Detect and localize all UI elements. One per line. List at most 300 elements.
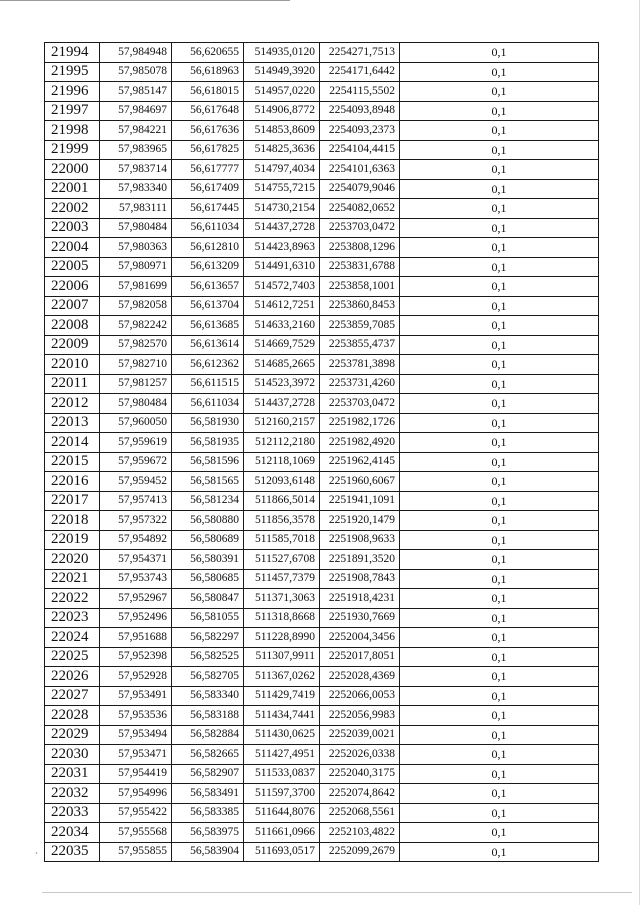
longitude-cell: 56,583188 <box>172 706 244 726</box>
x-coordinate-cell: 514957,0220 <box>244 82 320 102</box>
latitude-cell: 57,982710 <box>100 355 172 375</box>
x-coordinate-cell: 511457,7379 <box>244 569 320 589</box>
x-coordinate-cell: 514906,8772 <box>244 101 320 121</box>
x-coordinate-cell: 514633,2160 <box>244 316 320 336</box>
table-row <box>45 316 599 336</box>
accuracy-cell: 0,1 <box>400 413 599 433</box>
longitude-cell: 56,617445 <box>172 199 244 219</box>
longitude-cell: 56,583975 <box>172 823 244 843</box>
coordinates-table-container <box>44 42 599 862</box>
latitude-cell: 57,952398 <box>100 647 172 667</box>
table-row <box>45 43 599 63</box>
latitude-cell: 57,955568 <box>100 823 172 843</box>
y-coordinate-cell: 2253860,8453 <box>320 296 400 316</box>
longitude-cell: 56,583340 <box>172 686 244 706</box>
x-coordinate-cell: 511430,0625 <box>244 725 320 745</box>
accuracy-cell: 0,1 <box>400 842 599 862</box>
accuracy-cell: 0,1 <box>400 433 599 453</box>
point-number-cell: 22024 <box>45 628 100 648</box>
latitude-cell: 57,984221 <box>100 121 172 141</box>
x-coordinate-cell: 512093,6148 <box>244 472 320 492</box>
y-coordinate-cell: 2251918,4231 <box>320 589 400 609</box>
table-row <box>45 140 599 160</box>
x-coordinate-cell: 512112,2180 <box>244 433 320 453</box>
longitude-cell: 56,611515 <box>172 374 244 394</box>
x-coordinate-cell: 511533,0837 <box>244 764 320 784</box>
point-number-cell: 22034 <box>45 823 100 843</box>
latitude-cell: 57,953491 <box>100 686 172 706</box>
longitude-cell: 56,612362 <box>172 355 244 375</box>
y-coordinate-cell: 2254171,6442 <box>320 62 400 82</box>
y-coordinate-cell: 2252074,8642 <box>320 784 400 804</box>
x-coordinate-cell: 514523,3972 <box>244 374 320 394</box>
longitude-cell: 56,617409 <box>172 179 244 199</box>
latitude-cell: 57,954419 <box>100 764 172 784</box>
accuracy-cell: 0,1 <box>400 725 599 745</box>
accuracy-cell: 0,1 <box>400 179 599 199</box>
latitude-cell: 57,960050 <box>100 413 172 433</box>
latitude-cell: 57,954996 <box>100 784 172 804</box>
table-row <box>45 764 599 784</box>
accuracy-cell: 0,1 <box>400 511 599 531</box>
accuracy-cell: 0,1 <box>400 160 599 180</box>
y-coordinate-cell: 2253831,6788 <box>320 257 400 277</box>
x-coordinate-cell: 514612,7251 <box>244 296 320 316</box>
x-coordinate-cell: 511434,7441 <box>244 706 320 726</box>
point-number-cell: 22012 <box>45 394 100 414</box>
y-coordinate-cell: 2253855,4737 <box>320 335 400 355</box>
y-coordinate-cell: 2251941,1091 <box>320 491 400 511</box>
x-coordinate-cell: 511866,5014 <box>244 491 320 511</box>
y-coordinate-cell: 2253858,1001 <box>320 277 400 297</box>
latitude-cell: 57,953471 <box>100 745 172 765</box>
x-coordinate-cell: 514730,2154 <box>244 199 320 219</box>
point-number-cell: 22008 <box>45 316 100 336</box>
latitude-cell: 57,981257 <box>100 374 172 394</box>
latitude-cell: 57,985078 <box>100 62 172 82</box>
y-coordinate-cell: 2254115,5502 <box>320 82 400 102</box>
y-coordinate-cell: 2252017,8051 <box>320 647 400 667</box>
table-row <box>45 569 599 589</box>
x-coordinate-cell: 511644,8076 <box>244 803 320 823</box>
y-coordinate-cell: 2251920,1479 <box>320 511 400 531</box>
latitude-cell: 57,959619 <box>100 433 172 453</box>
point-number-cell: 22032 <box>45 784 100 804</box>
point-number-cell: 22003 <box>45 218 100 238</box>
accuracy-cell: 0,1 <box>400 628 599 648</box>
x-coordinate-cell: 514853,8609 <box>244 121 320 141</box>
longitude-cell: 56,581055 <box>172 608 244 628</box>
y-coordinate-cell: 2253781,3898 <box>320 355 400 375</box>
table-row <box>45 199 599 219</box>
accuracy-cell: 0,1 <box>400 355 599 375</box>
table-row <box>45 784 599 804</box>
x-coordinate-cell: 514572,7403 <box>244 277 320 297</box>
point-number-cell: 21997 <box>45 101 100 121</box>
latitude-cell: 57,985147 <box>100 82 172 102</box>
latitude-cell: 57,952928 <box>100 667 172 687</box>
point-number-cell: 22033 <box>45 803 100 823</box>
latitude-cell: 57,954371 <box>100 550 172 570</box>
point-number-cell: 21998 <box>45 121 100 141</box>
y-coordinate-cell: 2252039,0021 <box>320 725 400 745</box>
point-number-cell: 22025 <box>45 647 100 667</box>
accuracy-cell: 0,1 <box>400 608 599 628</box>
y-coordinate-cell: 2254082,0652 <box>320 199 400 219</box>
x-coordinate-cell: 512118,1069 <box>244 452 320 472</box>
y-coordinate-cell: 2254093,2373 <box>320 121 400 141</box>
table-row <box>45 491 599 511</box>
point-number-cell: 22006 <box>45 277 100 297</box>
accuracy-cell: 0,1 <box>400 277 599 297</box>
y-coordinate-cell: 2251908,7843 <box>320 569 400 589</box>
point-number-cell: 21999 <box>45 140 100 160</box>
y-coordinate-cell: 2252026,0338 <box>320 745 400 765</box>
accuracy-cell: 0,1 <box>400 569 599 589</box>
table-row <box>45 238 599 258</box>
longitude-cell: 56,580685 <box>172 569 244 589</box>
point-number-cell: 22011 <box>45 374 100 394</box>
point-number-cell: 22009 <box>45 335 100 355</box>
accuracy-cell: 0,1 <box>400 550 599 570</box>
latitude-cell: 57,980971 <box>100 257 172 277</box>
latitude-cell: 57,953743 <box>100 569 172 589</box>
table-row <box>45 413 599 433</box>
point-number-cell: 22014 <box>45 433 100 453</box>
accuracy-cell: 0,1 <box>400 316 599 336</box>
x-coordinate-cell: 511585,7018 <box>244 530 320 550</box>
latitude-cell: 57,954892 <box>100 530 172 550</box>
y-coordinate-cell: 2252040,3175 <box>320 764 400 784</box>
point-number-cell: 22015 <box>45 452 100 472</box>
accuracy-cell: 0,1 <box>400 296 599 316</box>
y-coordinate-cell: 2253859,7085 <box>320 316 400 336</box>
longitude-cell: 56,618963 <box>172 62 244 82</box>
longitude-cell: 56,582884 <box>172 725 244 745</box>
longitude-cell: 56,613685 <box>172 316 244 336</box>
point-number-cell: 22022 <box>45 589 100 609</box>
table-row <box>45 686 599 706</box>
latitude-cell: 57,982570 <box>100 335 172 355</box>
point-number-cell: 22029 <box>45 725 100 745</box>
longitude-cell: 56,582907 <box>172 764 244 784</box>
latitude-cell: 57,984697 <box>100 101 172 121</box>
point-number-cell: 21994 <box>45 43 100 63</box>
longitude-cell: 56,583385 <box>172 803 244 823</box>
longitude-cell: 56,581596 <box>172 452 244 472</box>
accuracy-cell: 0,1 <box>400 803 599 823</box>
latitude-cell: 57,952967 <box>100 589 172 609</box>
table-row <box>45 355 599 375</box>
latitude-cell: 57,953536 <box>100 706 172 726</box>
longitude-cell: 56,613614 <box>172 335 244 355</box>
y-coordinate-cell: 2253703,0472 <box>320 218 400 238</box>
latitude-cell: 57,980363 <box>100 238 172 258</box>
longitude-cell: 56,618015 <box>172 82 244 102</box>
longitude-cell: 56,580391 <box>172 550 244 570</box>
latitude-cell: 57,955855 <box>100 842 172 862</box>
y-coordinate-cell: 2253808,1296 <box>320 238 400 258</box>
y-coordinate-cell: 2253731,4260 <box>320 374 400 394</box>
x-coordinate-cell: 514755,7215 <box>244 179 320 199</box>
page-bottom-rule <box>42 892 632 893</box>
y-coordinate-cell: 2251930,7669 <box>320 608 400 628</box>
point-number-cell: 22016 <box>45 472 100 492</box>
point-number-cell: 22023 <box>45 608 100 628</box>
x-coordinate-cell: 514935,0120 <box>244 43 320 63</box>
accuracy-cell: 0,1 <box>400 335 599 355</box>
y-coordinate-cell: 2252099,2679 <box>320 842 400 862</box>
table-row <box>45 803 599 823</box>
point-number-cell: 22013 <box>45 413 100 433</box>
table-row <box>45 62 599 82</box>
point-number-cell: 22017 <box>45 491 100 511</box>
latitude-cell: 57,957413 <box>100 491 172 511</box>
latitude-cell: 57,955422 <box>100 803 172 823</box>
table-row <box>45 452 599 472</box>
point-number-cell: 22026 <box>45 667 100 687</box>
x-coordinate-cell: 514949,3920 <box>244 62 320 82</box>
accuracy-cell: 0,1 <box>400 257 599 277</box>
accuracy-cell: 0,1 <box>400 667 599 687</box>
x-coordinate-cell: 514437,2728 <box>244 218 320 238</box>
accuracy-cell: 0,1 <box>400 218 599 238</box>
accuracy-cell: 0,1 <box>400 686 599 706</box>
latitude-cell: 57,957322 <box>100 511 172 531</box>
accuracy-cell: 0,1 <box>400 745 599 765</box>
y-coordinate-cell: 2254104,4415 <box>320 140 400 160</box>
accuracy-cell: 0,1 <box>400 121 599 141</box>
table-row <box>45 608 599 628</box>
latitude-cell: 57,951688 <box>100 628 172 648</box>
point-number-cell: 22002 <box>45 199 100 219</box>
longitude-cell: 56,583491 <box>172 784 244 804</box>
accuracy-cell: 0,1 <box>400 647 599 667</box>
accuracy-cell: 0,1 <box>400 589 599 609</box>
table-row <box>45 101 599 121</box>
longitude-cell: 56,582297 <box>172 628 244 648</box>
longitude-cell: 56,617636 <box>172 121 244 141</box>
longitude-cell: 56,580880 <box>172 511 244 531</box>
x-coordinate-cell: 511371,3063 <box>244 589 320 609</box>
y-coordinate-cell: 2254101,6363 <box>320 160 400 180</box>
point-number-cell: 21995 <box>45 62 100 82</box>
table-row <box>45 179 599 199</box>
x-coordinate-cell: 514491,6310 <box>244 257 320 277</box>
x-coordinate-cell: 511427,4951 <box>244 745 320 765</box>
accuracy-cell: 0,1 <box>400 101 599 121</box>
x-coordinate-cell: 511597,3700 <box>244 784 320 804</box>
longitude-cell: 56,613704 <box>172 296 244 316</box>
accuracy-cell: 0,1 <box>400 140 599 160</box>
longitude-cell: 56,612810 <box>172 238 244 258</box>
accuracy-cell: 0,1 <box>400 43 599 63</box>
table-row <box>45 725 599 745</box>
point-number-cell: 22035 <box>45 842 100 862</box>
accuracy-cell: 0,1 <box>400 706 599 726</box>
y-coordinate-cell: 2251908,9633 <box>320 530 400 550</box>
longitude-cell: 56,582525 <box>172 647 244 667</box>
point-number-cell: 22005 <box>45 257 100 277</box>
table-row <box>45 628 599 648</box>
longitude-cell: 56,611034 <box>172 394 244 414</box>
table-row <box>45 706 599 726</box>
longitude-cell: 56,617648 <box>172 101 244 121</box>
y-coordinate-cell: 2254093,8948 <box>320 101 400 121</box>
latitude-cell: 57,959672 <box>100 452 172 472</box>
y-coordinate-cell: 2252004,3456 <box>320 628 400 648</box>
point-number-cell: 22001 <box>45 179 100 199</box>
point-number-cell: 22019 <box>45 530 100 550</box>
point-number-cell: 22031 <box>45 764 100 784</box>
point-number-cell: 22021 <box>45 569 100 589</box>
x-coordinate-cell: 511527,6708 <box>244 550 320 570</box>
point-number-cell: 22028 <box>45 706 100 726</box>
point-number-cell: 22027 <box>45 686 100 706</box>
latitude-cell: 57,983714 <box>100 160 172 180</box>
x-coordinate-cell: 514825,3636 <box>244 140 320 160</box>
table-row <box>45 121 599 141</box>
longitude-cell: 56,581234 <box>172 491 244 511</box>
point-number-cell: 22000 <box>45 160 100 180</box>
accuracy-cell: 0,1 <box>400 764 599 784</box>
table-row <box>45 667 599 687</box>
longitude-cell: 56,581935 <box>172 433 244 453</box>
y-coordinate-cell: 2252066,0053 <box>320 686 400 706</box>
x-coordinate-cell: 514437,2728 <box>244 394 320 414</box>
table-row <box>45 647 599 667</box>
coordinates-table-body <box>45 43 599 862</box>
scan-mark: ` <box>35 851 38 861</box>
table-row <box>45 394 599 414</box>
point-number-cell: 22007 <box>45 296 100 316</box>
longitude-cell: 56,581930 <box>172 413 244 433</box>
x-coordinate-cell: 514797,4034 <box>244 160 320 180</box>
point-number-cell: 21996 <box>45 82 100 102</box>
point-number-cell: 22004 <box>45 238 100 258</box>
table-row <box>45 160 599 180</box>
table-row <box>45 433 599 453</box>
table-row <box>45 511 599 531</box>
x-coordinate-cell: 511318,8668 <box>244 608 320 628</box>
longitude-cell: 56,611034 <box>172 218 244 238</box>
point-number-cell: 22020 <box>45 550 100 570</box>
x-coordinate-cell: 511228,8990 <box>244 628 320 648</box>
x-coordinate-cell: 511693,0517 <box>244 842 320 862</box>
longitude-cell: 56,582705 <box>172 667 244 687</box>
table-row <box>45 472 599 492</box>
table-row <box>45 374 599 394</box>
y-coordinate-cell: 2251960,6067 <box>320 472 400 492</box>
accuracy-cell: 0,1 <box>400 199 599 219</box>
x-coordinate-cell: 511856,3578 <box>244 511 320 531</box>
page-top-rule <box>0 0 290 1</box>
longitude-cell: 56,582665 <box>172 745 244 765</box>
y-coordinate-cell: 2252068,5561 <box>320 803 400 823</box>
x-coordinate-cell: 511367,0262 <box>244 667 320 687</box>
latitude-cell: 57,983965 <box>100 140 172 160</box>
latitude-cell: 57,953494 <box>100 725 172 745</box>
longitude-cell: 56,620655 <box>172 43 244 63</box>
y-coordinate-cell: 2254079,9046 <box>320 179 400 199</box>
y-coordinate-cell: 2251982,1726 <box>320 413 400 433</box>
accuracy-cell: 0,1 <box>400 472 599 492</box>
x-coordinate-cell: 511429,7419 <box>244 686 320 706</box>
table-row <box>45 842 599 862</box>
accuracy-cell: 0,1 <box>400 530 599 550</box>
y-coordinate-cell: 2251962,4145 <box>320 452 400 472</box>
latitude-cell: 57,952496 <box>100 608 172 628</box>
accuracy-cell: 0,1 <box>400 452 599 472</box>
table-row <box>45 277 599 297</box>
longitude-cell: 56,580689 <box>172 530 244 550</box>
longitude-cell: 56,613657 <box>172 277 244 297</box>
latitude-cell: 57,984948 <box>100 43 172 63</box>
x-coordinate-cell: 514685,2665 <box>244 355 320 375</box>
accuracy-cell: 0,1 <box>400 823 599 843</box>
latitude-cell: 57,980484 <box>100 394 172 414</box>
longitude-cell: 56,580847 <box>172 589 244 609</box>
latitude-cell: 57,980484 <box>100 218 172 238</box>
accuracy-cell: 0,1 <box>400 374 599 394</box>
latitude-cell: 57,983340 <box>100 179 172 199</box>
table-row <box>45 745 599 765</box>
longitude-cell: 56,613209 <box>172 257 244 277</box>
table-row <box>45 82 599 102</box>
x-coordinate-cell: 514423,8963 <box>244 238 320 258</box>
y-coordinate-cell: 2252103,4822 <box>320 823 400 843</box>
latitude-cell: 57,981699 <box>100 277 172 297</box>
table-row <box>45 530 599 550</box>
coordinates-table <box>44 42 599 862</box>
y-coordinate-cell: 2254271,7513 <box>320 43 400 63</box>
longitude-cell: 56,583904 <box>172 842 244 862</box>
table-row <box>45 296 599 316</box>
point-number-cell: 22018 <box>45 511 100 531</box>
table-row <box>45 218 599 238</box>
y-coordinate-cell: 2253703,0472 <box>320 394 400 414</box>
table-row <box>45 257 599 277</box>
table-row <box>45 550 599 570</box>
table-row <box>45 823 599 843</box>
longitude-cell: 56,617825 <box>172 140 244 160</box>
y-coordinate-cell: 2252056,9983 <box>320 706 400 726</box>
x-coordinate-cell: 511661,0966 <box>244 823 320 843</box>
accuracy-cell: 0,1 <box>400 238 599 258</box>
x-coordinate-cell: 511307,9911 <box>244 647 320 667</box>
longitude-cell: 56,617777 <box>172 160 244 180</box>
x-coordinate-cell: 514669,7529 <box>244 335 320 355</box>
longitude-cell: 56,581565 <box>172 472 244 492</box>
y-coordinate-cell: 2251891,3520 <box>320 550 400 570</box>
latitude-cell: 57,959452 <box>100 472 172 492</box>
accuracy-cell: 0,1 <box>400 491 599 511</box>
latitude-cell: 57,983111 <box>100 199 172 219</box>
y-coordinate-cell: 2252028,4369 <box>320 667 400 687</box>
table-row <box>45 589 599 609</box>
accuracy-cell: 0,1 <box>400 82 599 102</box>
y-coordinate-cell: 2251982,4920 <box>320 433 400 453</box>
latitude-cell: 57,982058 <box>100 296 172 316</box>
x-coordinate-cell: 512160,2157 <box>244 413 320 433</box>
latitude-cell: 57,982242 <box>100 316 172 336</box>
accuracy-cell: 0,1 <box>400 394 599 414</box>
table-row <box>45 335 599 355</box>
accuracy-cell: 0,1 <box>400 62 599 82</box>
point-number-cell: 22010 <box>45 355 100 375</box>
accuracy-cell: 0,1 <box>400 784 599 804</box>
point-number-cell: 22030 <box>45 745 100 765</box>
